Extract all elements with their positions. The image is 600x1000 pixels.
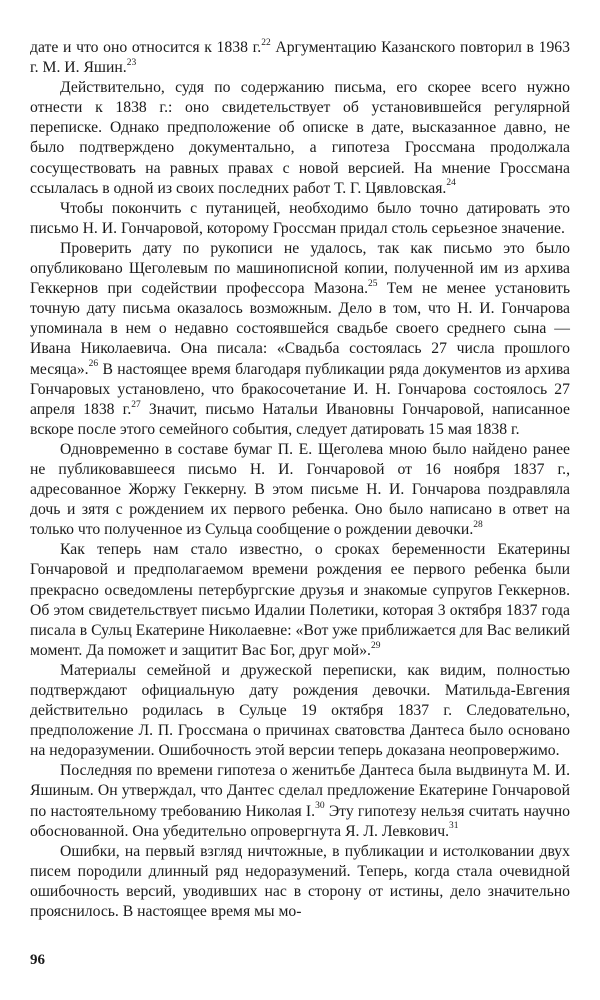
page-body xyxy=(30,38,570,922)
paragraph xyxy=(30,239,570,440)
paragraph xyxy=(30,661,570,761)
footnote-ref: 29 xyxy=(370,640,381,651)
footnote-ref: 23 xyxy=(126,57,137,68)
text-run: Материалы семейной и дружеской переписки, как видим, полностью подтверждают официальную дату рождения девочки. Матильда-Евгения действительно родилась в Сульце 19 октября 1837 г. Следовательно, предположение Л. П. Гроссмана о причинах сватовства Дантеса было основано на недоразумении. Ошибочность этой версии теперь доказана неопровержимо. xyxy=(30,661,570,760)
paragraph xyxy=(30,761,570,841)
paragraph xyxy=(30,38,570,78)
text-run: Ошибки, на первый взгляд ничтожные, в публикации и истолковании двух писем породили длинный ряд недоразумений. Теперь, когда стала очевидной ошибочность версий, уводивших нас в сторону от истины, дело значительно прояснилось. В настоящее время мы мо- xyxy=(30,842,570,921)
text-run: Последняя по времени гипотеза о женитьбе Дантеса была выдвинута М. И. Яшиным. Он утверждал, что Дантес сделал предложение Екатерине Гончаровой по настоятельному требованию Николая I. xyxy=(30,762,570,820)
footnote-ref: 27 xyxy=(131,399,141,410)
text-run: Одновременно в составе бумаг П. Е. Щеголева мною было найдено ранее не публиковавшееся письмо Н. И. Гончаровой от 16 ноября 1837 г., адресованное Жоржу Геккерну. В этом письме Н. И. Гончарова поздравляла дочь и зятя с рождением их первого ребенка. Оно было написано в ответ на только что полученное из Сульца сообщение о рождении девочки. xyxy=(30,440,570,539)
text-run: Аргументацию Казанского повторил в 1963 г. М. И. Яшин. xyxy=(30,39,570,77)
footnote-ref: 28 xyxy=(473,520,483,531)
paragraph xyxy=(30,842,570,922)
text-run: дате и что оно относится к 1838 г. xyxy=(30,39,262,56)
paragraph xyxy=(30,199,570,239)
text-run: Как теперь нам стало известно, о сроках беременности Екатерины Гончаровой и предполагаемом времени рождения ее первого ребенка были прекрасно осведомлены петербургские друзья и знакомые супругов Геккернов. Об этом свидетельствует письмо Идалии Полетики, которая 3 октября 1837 года писала в Сульц Екатерине Николаевне: «Вот уже приближается для Вас великий момент. Да поможет и защитит Вас Бог, друг мой». xyxy=(30,541,570,659)
text-run: Эту гипотезу нельзя считать научно обоснованной. Она убедительно опровергнута Я. Л. Левкович. xyxy=(30,802,570,840)
paragraph xyxy=(30,540,570,661)
paragraph xyxy=(30,440,570,540)
footnote-ref: 24 xyxy=(446,178,456,189)
text-run: Чтобы покончить с путаницей, необходимо было точно датировать это письмо Н. И. Гончаровой, которому Гроссман придал столь серьезное значение. xyxy=(30,199,570,237)
footnote-ref: 30 xyxy=(315,801,325,812)
footnote-ref: 25 xyxy=(368,278,378,289)
text-run: В настоящее время благодаря публикации ряда документов из архива Гончаровых установлено, что бракосочетание И. Н. Гончарова состоялось 27 апреля 1838 г. xyxy=(30,360,570,418)
paragraph xyxy=(30,78,570,199)
text-run: Тем не менее установить точную дату письма оказалось возможным. Дело в том, что Н. И. Гончарова упоминала в нем о недавно состоявшейся свадьбе своего среднего сына — Ивана Николаевича. Она писала: «Свадьба состоялась 27 числа прошлого месяца». xyxy=(30,280,570,378)
text-run: Проверить дату по рукописи не удалось, так как письмо это было опубликовано Щеголевым по машинописной копии, полученной им из архива Геккернов при содействии профессора Мазона. xyxy=(30,239,570,298)
text-run: Действительно, судя по содержанию письма, его скорее всего нужно отнести к 1838 г.: оно свидетельствует об установившейся регулярной переписке. Однако предположение об описке в дате, высказанное давно, не было подтверждено документально, а гипотеза Гроссмана продолжала сосуществовать на равных правах с новой версией. На мнение Гроссмана ссылалась в одной из своих последних работ Т. Г. Цявловская. xyxy=(30,79,570,197)
footnote-ref: 22 xyxy=(261,37,271,48)
text-run: Значит, письмо Натальи Ивановны Гончаровой, написанное вскоре после этого семейного события, следует датировать 15 мая 1838 г. xyxy=(30,400,570,438)
footnote-ref: 26 xyxy=(88,359,99,370)
page-number: 96 xyxy=(30,952,45,968)
footnote-ref: 31 xyxy=(449,821,459,832)
